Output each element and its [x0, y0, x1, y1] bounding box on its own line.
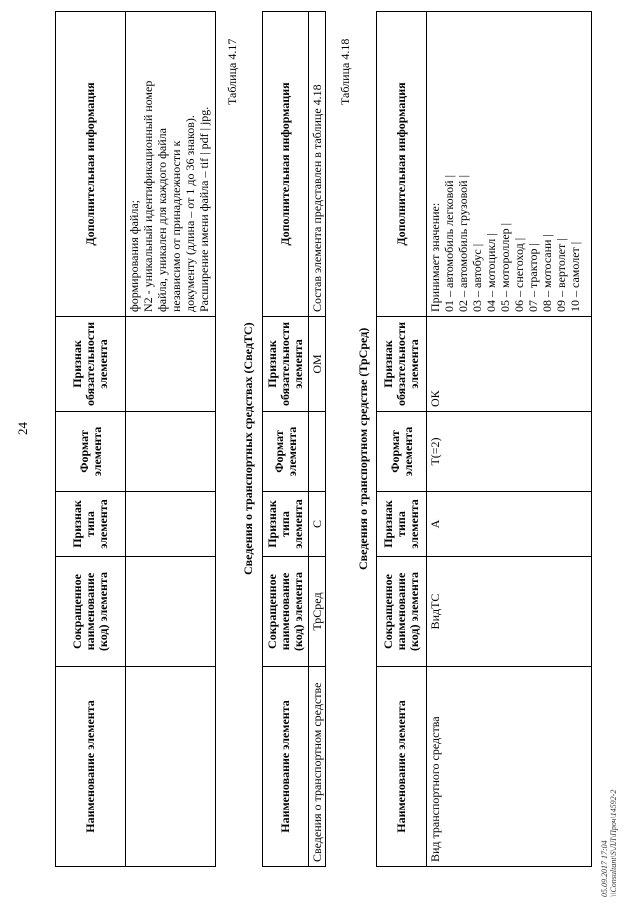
info-line: 07 – трактор | — [526, 243, 540, 312]
row-format: T(=2) — [427, 412, 592, 492]
header-type: Признак типа элемента — [56, 492, 126, 557]
header-info: Дополнительная информация — [56, 12, 126, 317]
header-info: Дополнительная информация — [263, 12, 309, 317]
table-418 — [376, 11, 592, 867]
header-code: Сокращенное наименование (код) элемента — [56, 557, 126, 667]
table-row — [309, 12, 326, 867]
page-number: 24 — [15, 422, 30, 435]
header-obligation: Признак обязательности элемента — [56, 317, 126, 412]
info-line: 03 – автобус | — [470, 243, 484, 312]
info-line: 01 – автомобиль легковой | — [442, 175, 456, 312]
header-format: Формат элемента — [56, 412, 126, 492]
row-info: Состав элемента представлен в таблице 4.18 — [309, 12, 326, 317]
row-obligation: ОМ — [309, 317, 326, 412]
table-417-title: Сведения о транспортных средствах (СведТС) — [241, 322, 255, 575]
info-line: 02 – автомобиль грузовой | — [456, 175, 470, 312]
header-code: Сокращенное наименование (код) элемента — [263, 557, 309, 667]
top-info-cell — [126, 12, 216, 317]
info-line: 06 – снегоход | — [512, 237, 526, 312]
info-line: Принимает значение: — [428, 202, 442, 312]
row-info — [427, 12, 592, 317]
header-name: Наименование элемента — [263, 667, 309, 867]
top-table — [55, 11, 216, 867]
header-info: Дополнительная информация — [377, 12, 427, 317]
file-stamp — [600, 790, 618, 897]
row-obligation: ОК — [427, 317, 592, 412]
header-obligation: Признак обязательности элемента — [377, 317, 427, 412]
header-obligation: Признак обязательности элемента — [263, 317, 309, 412]
header-format: Формат элемента — [263, 412, 309, 492]
row-name: Сведения о транспортном средстве — [309, 667, 326, 867]
row-name: Вид транспортного средства — [427, 667, 592, 867]
info-line: 04 – мотоцикл | — [484, 233, 498, 312]
header-format: Формат элемента — [377, 412, 427, 492]
stamp-line: \\Consultant\S\ЛЛ\Проч\14592-2 — [609, 789, 618, 897]
info-line: 09 – вертолет | — [554, 238, 568, 312]
row-format — [309, 412, 326, 492]
info-line: независимо от принадлежности к — [169, 140, 183, 312]
info-line: 05 – мотороллер | — [498, 222, 512, 312]
header-name: Наименование элемента — [56, 667, 126, 867]
info-line: 08 – мотосани | — [540, 234, 554, 312]
row-type: С — [309, 492, 326, 557]
info-line: формирования файла; — [127, 200, 141, 312]
table-418-number: Таблица 4.18 — [338, 38, 352, 105]
table-417-number: Таблица 4.17 — [225, 38, 239, 105]
info-line: документу (длина – от 1 до 36 знаков). — [183, 115, 197, 312]
header-name: Наименование элемента — [377, 667, 427, 867]
info-line: N2 - уникальный идентификационный номер — [141, 80, 155, 312]
header-type: Признак типа элемента — [263, 492, 309, 557]
row-code: ТрСред — [309, 557, 326, 667]
header-type: Признак типа элемента — [377, 492, 427, 557]
header-code: Сокращенное наименование (код) элемента — [377, 557, 427, 667]
row-code: ВидТС — [427, 557, 592, 667]
info-line: 10 – самолет | — [568, 241, 582, 312]
info-line: Расширение имени файла – tif | pdf | jpg. — [197, 106, 211, 312]
table-417 — [262, 11, 326, 867]
stamp-line: 05.09.2017 17:04 — [600, 840, 609, 897]
info-line: файла, уникален для каждого файла — [155, 128, 169, 312]
row-type: А — [427, 492, 592, 557]
table-row — [427, 12, 592, 867]
table-418-title: Сведения о транспортном средстве (ТрСред) — [356, 327, 370, 570]
